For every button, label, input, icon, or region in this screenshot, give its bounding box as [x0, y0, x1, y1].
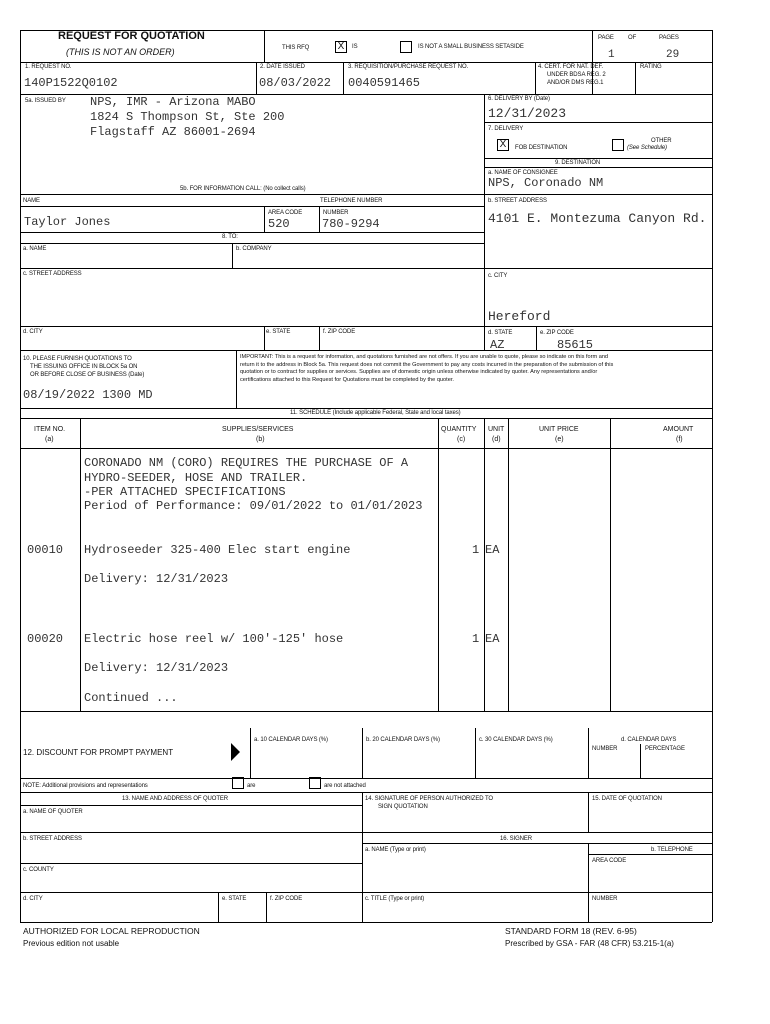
footer-standard-form: STANDARD FORM 18 (REV. 6-95)	[505, 926, 637, 936]
quoter-state-label: e. STATE	[222, 896, 247, 902]
line-item-unit: EA	[485, 632, 500, 646]
line-item-number: 00020	[27, 632, 64, 646]
line-item-unit: EA	[485, 543, 500, 557]
not-small-business-checkbox[interactable]	[400, 41, 412, 53]
line-item-delivery: Delivery: 12/31/2023	[84, 572, 229, 586]
pages-value: 29	[666, 49, 680, 61]
contact-name: Taylor Jones	[24, 215, 111, 229]
dest-zip-label: e. ZIP CODE	[540, 330, 574, 336]
form-title: REQUEST FOR QUOTATION	[58, 30, 205, 42]
line-item-qty: 1	[472, 543, 480, 557]
schedule-intro-line: -PER ATTACHED SPECIFICATIONS	[84, 485, 286, 499]
to-street-label: c. STREET ADDRESS	[23, 271, 82, 277]
line-item-description: Hydroseeder 325-400 Elec start engine	[84, 543, 351, 557]
important-notice: IMPORTANT: This is a request for information, and quotations furnished are not offers. If you are unable to quote, please so indicate on this form and return it to the address in Block 5a. This request does not commit the Government to pay any costs incurred in the preparation of the submission of this quotation or to contract for supplies or services. Supplies are of domestic origin unless otherwise indicated by quoter. Any representations and/or certifications attached to this Request for Quotations must be completed by the quoter.	[240, 354, 614, 383]
signature-label-1: 14. SIGNATURE OF PERSON AUTHORIZED TO	[365, 796, 493, 802]
to-zip-label: f. ZIP CODE	[323, 329, 356, 335]
discount-10-label: a. 10 CALENDAR DAYS (%)	[254, 737, 328, 743]
issued-by-line1: NPS, IMR - Arizona MABO	[90, 95, 256, 109]
name-label: NAME	[23, 198, 40, 204]
furnish-label-2: THE ISSUING OFFICE IN BLOCK 5a ON	[30, 364, 138, 370]
continued-text: Continued ...	[84, 691, 178, 705]
request-no-label: 1. REQUEST NO.	[25, 64, 72, 70]
dest-city-value: Hereford	[488, 309, 551, 324]
quotation-date-label: 15. DATE OF QUOTATION	[592, 796, 662, 802]
signer-title-label: c. TITLE (Type or print)	[365, 896, 425, 902]
contact-area-code: 520	[268, 217, 290, 231]
area-code-label: AREA CODE	[268, 210, 303, 216]
contact-number: 780-9294	[322, 217, 380, 231]
furnish-label-3: OR BEFORE CLOSE OF BUSINESS (Date)	[30, 372, 145, 378]
other-sub-label: (See Schedule)	[627, 145, 667, 151]
requisition-label: 3. REQUISITION/PURCHASE REQUEST NO.	[348, 64, 469, 70]
request-no-value: 140P1522Q0102	[24, 76, 118, 90]
discount-number-label: NUMBER	[592, 746, 618, 752]
other-delivery-checkbox[interactable]	[612, 139, 624, 151]
schedule-intro-line: Period of Performance: 09/01/2022 to 01/01/2023	[84, 499, 423, 513]
col-qty-sub: (c)	[457, 436, 466, 443]
col-item-header: ITEM NO.	[34, 426, 66, 433]
quoter-street-label: b. STREET ADDRESS	[23, 836, 82, 842]
to-city-label: d. CITY	[23, 329, 43, 335]
to-name-label: a. NAME	[23, 246, 47, 252]
page-label: PAGE	[598, 35, 614, 41]
discount-percentage-label: PERCENTAGE	[645, 746, 685, 752]
line-item-number: 00010	[27, 543, 64, 557]
discount-label: 12. DISCOUNT FOR PROMPT PAYMENT	[23, 748, 174, 757]
quoter-city-label: d. CITY	[23, 896, 43, 902]
col-unit-header: UNIT	[488, 426, 505, 433]
footer-reproduction: AUTHORIZED FOR LOCAL REPRODUCTION	[23, 926, 200, 936]
furnish-label-1: 10. PLEASE FURNISH QUOTATIONS TO	[23, 356, 132, 362]
fob-destination-checkbox[interactable]: X	[497, 139, 509, 151]
dest-street-label: b. STREET ADDRESS	[488, 198, 547, 204]
issued-by-line2: 1824 S Thompson St, Ste 200	[90, 110, 285, 124]
signer-number-label: NUMBER	[592, 896, 618, 902]
discount-calendar-label: d. CALENDAR DAYS	[621, 737, 677, 743]
consignee-value: NPS, Coronado NM	[488, 176, 604, 190]
discount-20-label: b. 20 CALENDAR DAYS (%)	[366, 737, 440, 743]
requisition-value: 0040591465	[348, 76, 421, 90]
note-text: NOTE: Additional provisions and representations	[23, 783, 148, 789]
signature-label-2: SIGN QUOTATION	[378, 804, 428, 810]
quoter-name-label: a. NAME OF QUOTER	[23, 809, 83, 815]
footer-prescribed-by: Prescribed by GSA - FAR (48 CFR) 53.215-1(a)	[505, 939, 674, 948]
form-subtitle: (THIS IS NOT AN ORDER)	[66, 47, 175, 57]
delivery-by-date: 12/31/2023	[488, 106, 567, 121]
col-supplies-sub: (b)	[256, 436, 265, 443]
is-checkbox[interactable]: X	[335, 41, 347, 53]
col-qty-header: QUANTITY	[441, 426, 477, 433]
destination-label: 9. DESTINATION	[555, 160, 601, 166]
col-price-sub: (e)	[555, 436, 564, 443]
number-label: NUMBER	[323, 210, 349, 216]
furnish-value: 08/19/2022 1300 MD	[23, 388, 153, 402]
col-item-sub: (a)	[45, 436, 54, 443]
discount-arrow-icon	[231, 743, 240, 761]
are-not-label: are not attached	[324, 783, 366, 789]
issued-by-line3: Flagstaff AZ 86001-2694	[90, 125, 256, 139]
dest-city-label: c. CITY	[488, 273, 508, 279]
signer-name-label: a. NAME (Type or print)	[365, 847, 426, 853]
quoter-zip-label: f. ZIP CODE	[270, 896, 303, 902]
quoter-county-label: c. COUNTY	[23, 867, 54, 873]
to-company-label: b. COMPANY	[236, 246, 272, 252]
to-state-label: e. STATE	[266, 329, 291, 335]
consignee-label: a. NAME OF CONSIGNEE	[488, 170, 558, 176]
telephone-label: b. TELEPHONE	[651, 847, 693, 853]
col-price-header: UNIT PRICE	[539, 426, 579, 433]
schedule-title: 11. SCHEDULE (Include applicable Federal, State and local taxes)	[290, 410, 461, 416]
rating-label: RATING	[640, 64, 662, 70]
issued-by-label: 5a. ISSUED BY	[25, 98, 66, 104]
date-issued-value: 08/03/2022	[259, 76, 332, 90]
dest-state-label: d. STATE	[488, 330, 513, 336]
is-label: IS	[352, 44, 358, 50]
line-item-description: Electric hose reel w/ 100'-125' hose	[84, 632, 344, 646]
footer-previous-edition: Previous edition not usable	[23, 939, 120, 948]
info-call-label: 5b. FOR INFORMATION CALL: (No collect calls)	[180, 186, 306, 192]
cert-label-2: UNDER BDSA REG. 2	[547, 72, 606, 78]
this-rfq-label: THIS RFQ	[282, 45, 310, 51]
are-label: are	[247, 783, 256, 789]
other-label: OTHER	[651, 138, 672, 144]
discount-30-label: c. 30 CALENDAR DAYS (%)	[479, 737, 553, 743]
line-item-delivery: Delivery: 12/31/2023	[84, 661, 229, 675]
to-label: 8. TO:	[222, 234, 238, 240]
dest-street-value: 4101 E. Montezuma Canyon Rd.	[488, 211, 707, 226]
telephone-label: TELEPHONE NUMBER	[320, 198, 383, 204]
schedule-intro-line: HYDRO-SEEDER, HOSE AND TRAILER.	[84, 471, 308, 485]
page-value: 1	[608, 49, 615, 61]
signer-area-code-label: AREA CODE	[592, 858, 627, 864]
quoter-title: 13. NAME AND ADDRESS OF QUOTER	[122, 796, 229, 802]
signer-label: 16. SIGNER	[500, 836, 533, 842]
col-unit-sub: (d)	[492, 436, 501, 443]
of-label: OF	[628, 35, 637, 41]
line-item-qty: 1	[472, 632, 480, 646]
not-small-business-label: IS NOT A SMALL BUSINESS SETASIDE	[418, 44, 524, 50]
dest-state-value: AZ	[490, 338, 505, 352]
pages-label: PAGES	[659, 35, 679, 41]
col-amount-sub: (f)	[676, 436, 683, 443]
dest-zip-value: 85615	[557, 338, 594, 352]
fob-destination-label: FOB DESTINATION	[515, 145, 568, 151]
cert-label-3: AND/OR DMS REG.1	[547, 80, 604, 86]
delivery-label: 7. DELIVERY	[488, 126, 524, 132]
col-supplies-header: SUPPLIES/SERVICES	[222, 426, 294, 433]
delivery-by-label: 6. DELIVERY BY (Date)	[488, 96, 550, 102]
col-amount-header: AMOUNT	[663, 426, 694, 433]
date-issued-label: 2. DATE ISSUED	[260, 64, 305, 70]
schedule-intro-line: CORONADO NM (CORO) REQUIRES THE PURCHASE OF A	[84, 456, 409, 470]
cert-label-1: 4. CERT. FOR NAT. DEF.	[538, 64, 603, 70]
